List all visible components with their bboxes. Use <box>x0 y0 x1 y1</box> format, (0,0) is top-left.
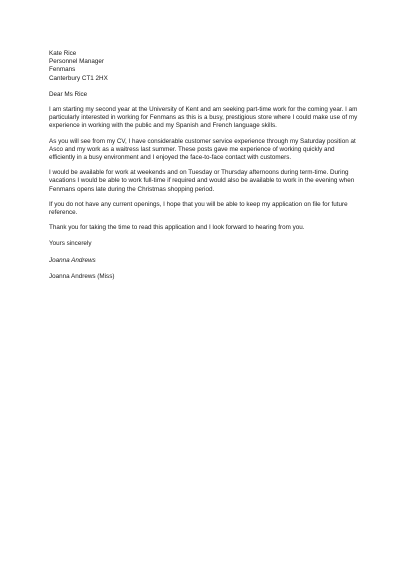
paragraph-future: If you do not have any current openings, I hope that you will be able to keep my application on file for future reference. <box>49 200 348 217</box>
recipient-company: Fenmans <box>49 66 76 74</box>
paragraph-thanks: Thank you for taking the time to read this application and I look forward to hearing from you. <box>49 224 305 232</box>
cover-letter <box>49 50 359 281</box>
recipient-city: Canterbury CT1 2HX <box>49 74 108 82</box>
recipient-name: Kate Rice <box>49 50 77 57</box>
paragraph-intro: I am starting my second year at the University of Kent and am seeking part-time work for the coming year. I am particularly interested in working for Fenmans as this is a busy, prestigious store where I could make use of my experience in working with the public and my Spanish and French language skills. <box>49 106 358 130</box>
closing: Yours sincerely <box>49 240 92 248</box>
recipient-address <box>49 50 359 83</box>
paragraph-experience: As you will see from my CV, I have considerable customer service experience through my Saturday position at Asco and my work as a waitress last summer. These posts gave me experience of working quickly and efficiently in a busy environment and I enjoyed the face-to-face contact with customers. <box>49 137 356 162</box>
paragraph-availability: I would be available for work at weekends and on Tuesday or Thursday afternoons during term-time. During vacations I would be able to work full-time if required and would also be available to work in the evening when Fenmans opens late during the Christmas shopping period. <box>49 169 355 193</box>
salutation: Dear Ms Rice <box>49 90 88 98</box>
printed-name: Joanna Andrews (Miss) <box>49 272 115 280</box>
signature: Joanna Andrews <box>49 256 96 264</box>
recipient-title: Personnel Manager <box>49 58 104 66</box>
